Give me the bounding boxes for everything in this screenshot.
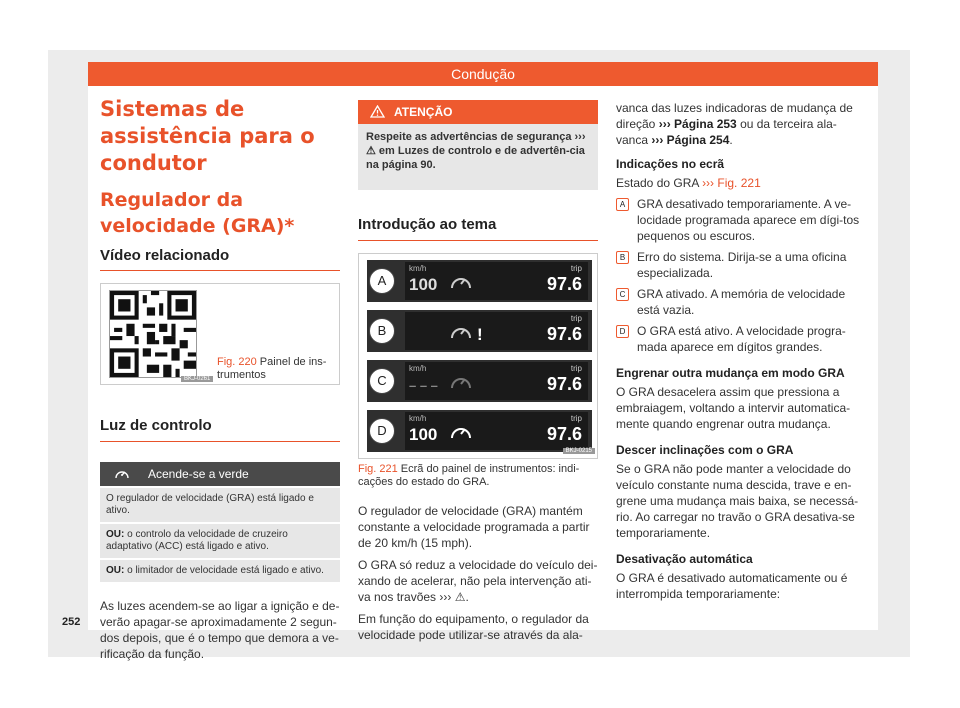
figure-label[interactable]: Fig. 220 [217, 356, 257, 368]
screen-panel [405, 312, 588, 350]
indicator-text: GRA ativado. A memória de velocidade está vazia. [637, 287, 846, 317]
subheading: Desativação automática [616, 552, 753, 566]
indicator-item [616, 286, 860, 318]
row-text: o controlo da velocidade de cruzeiro adaptativo (ACC) está ligado e ativo. [106, 529, 288, 552]
indicator-text: O GRA está ativo. A velocidade progra-mada aparece em dígitos grandes. [637, 324, 846, 354]
paragraph [616, 100, 860, 148]
control-light-header [100, 462, 340, 486]
indicator-item [616, 323, 860, 355]
screen-panel [405, 412, 588, 450]
speedometer-icon [449, 270, 473, 294]
display-screen-a [367, 260, 592, 302]
set-speed: 100 [409, 275, 438, 294]
marker: C [369, 368, 395, 394]
column-2 [358, 100, 598, 643]
paragraph: As luzes acendem-se ao ligar a ignição e de-verão apagar-se aproximadamente 2 segun-dos depois, que é o tempo que demora a ve-rificação da função. [100, 599, 340, 661]
page-link[interactable]: ››› Página 254 [651, 133, 730, 147]
trip-value: 97.6 [546, 424, 582, 444]
display-screen-c [367, 360, 592, 402]
set-speed: – – – [409, 378, 438, 393]
speedometer-icon [449, 420, 473, 444]
speed-unit: km/h [409, 364, 427, 373]
section-header: Condução [88, 62, 878, 86]
qr-code-image [110, 291, 196, 377]
figure-caption [358, 463, 598, 489]
figure-link[interactable]: ››› Fig. 221 [702, 176, 761, 190]
text: vanca das luzes indicadoras de mudança de direção [616, 101, 853, 131]
figure-caption [217, 356, 339, 382]
indicator-badge: B [616, 251, 629, 264]
paragraph: O regulador de velocidade (GRA) mantém constante a velocidade programada a partir de 20 km/h (15 mph). [358, 504, 590, 550]
control-light-row [100, 524, 340, 558]
paragraph: Se o GRA não pode manter a velocidade do veículo constante numa descida, trave e en-grene uma mudança mais baixa, se necessá-rio. Ao carregar no travão o GRA desativa-se temporariamente. [616, 462, 859, 540]
page-link[interactable]: ››› Página 253 [658, 117, 737, 131]
trip-label: trip [570, 314, 582, 323]
trip-label: trip [570, 364, 582, 373]
warning-body: Respeite as advertências de segurança ››› ⚠ em Luzes de controlo e de advertên-cia na página 90. [358, 124, 598, 190]
text: . [729, 133, 733, 147]
row-text: o limitador de velocidade está ligado e ativo. [124, 565, 324, 576]
qr-code[interactable] [109, 290, 197, 378]
warning-triangle-icon [370, 105, 385, 118]
intro-heading: Introdução ao tema [358, 216, 598, 241]
speedometer-icon [449, 320, 473, 344]
figure-220 [100, 283, 340, 385]
paragraph: O GRA desacelera assim que pressiona a embraiagem, voltando a intervir automatica-mente quando engrenar outra mudança. [616, 385, 851, 431]
display-screen-d [367, 410, 592, 452]
trip-value: 97.6 [546, 374, 582, 394]
page-number: 252 [62, 616, 81, 628]
column-3 [616, 100, 860, 602]
figure-caption-text: Ecrã do painel de instrumentos: indi-cações do estado do GRA. [358, 463, 580, 488]
figure-221 [358, 253, 598, 459]
marker: D [369, 418, 395, 444]
indicator-item [616, 196, 860, 244]
warning-header [358, 100, 598, 124]
column-1 [100, 96, 340, 662]
text: ou da terceira ala-vanca [616, 117, 837, 147]
screen-panel [405, 262, 588, 300]
indicator-text: Erro do sistema. Dirija-se a uma oficina especializada. [637, 250, 847, 280]
section-title: Regulador da velocidade (GRA)* [100, 189, 295, 237]
indicator-badge: C [616, 288, 629, 301]
set-speed: 100 [409, 425, 438, 444]
figure-tag: BKJ-0215 [563, 448, 595, 454]
trip-value: 97.6 [546, 274, 582, 294]
row-text: O regulador de velocidade (GRA) está ligado e ativo. [106, 493, 314, 516]
figure-tag: BKJ-0261 [181, 376, 213, 382]
paragraph: O GRA é desativado automaticamente ou é interrompida temporariamente: [616, 571, 848, 601]
paragraph: O GRA só reduz a velocidade do veículo dei-xando de acelerar, não pela intervenção ati-va nos travões ››› ⚠. [358, 558, 598, 604]
text: Estado do GRA [616, 176, 703, 190]
screen-panel [405, 362, 588, 400]
marker: A [369, 268, 395, 294]
trip-label: trip [570, 414, 582, 423]
subheading: Engrenar outra mudança em modo GRA [616, 366, 845, 380]
display-screen-b [367, 310, 592, 352]
trip-label: trip [570, 264, 582, 273]
speed-unit: km/h [409, 414, 427, 423]
error-mark: ! [477, 325, 483, 344]
indicator-item [616, 249, 860, 281]
control-light-row [100, 488, 340, 522]
speedometer-icon [449, 370, 473, 394]
trip-value: 97.6 [546, 324, 582, 344]
control-light-row [100, 560, 340, 582]
indicator-badge: A [616, 198, 629, 211]
chapter-title: Sistemas de assistência para o condutor [100, 97, 315, 175]
paragraph [616, 175, 860, 191]
subheading: Descer inclinações com o GRA [616, 443, 794, 457]
indicator-text: GRA desativado temporariamente. A ve-locidade programada aparece em dígi-tos pequenos ou escuros. [637, 197, 860, 243]
luz-heading: Luz de controlo [100, 417, 340, 442]
warning-title: ATENÇÃO [394, 105, 453, 119]
figure-caption-text: Painel de ins-trumentos [217, 356, 327, 381]
paragraph: Em função do equipamento, o regulador da velocidade pode utilizar-se através da ala- [358, 612, 589, 642]
indicator-badge: D [616, 325, 629, 338]
marker: B [369, 318, 395, 344]
control-light-header-label: Acende-se a verde [148, 467, 249, 481]
row-prefix: OU: [106, 529, 125, 540]
speed-unit: km/h [409, 264, 427, 273]
subheading: Indicações no ecrã [616, 157, 725, 171]
video-heading: Vídeo relacionado [100, 247, 340, 271]
row-prefix: OU: [106, 565, 125, 576]
cruise-control-icon [114, 467, 130, 481]
figure-label[interactable]: Fig. 221 [358, 463, 398, 475]
